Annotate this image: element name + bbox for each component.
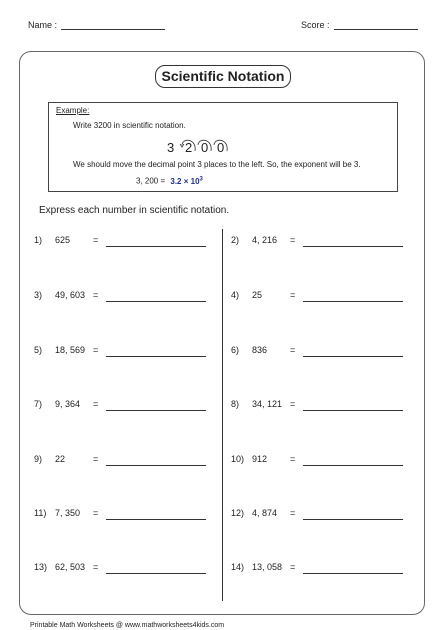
equals-sign: = xyxy=(93,562,99,572)
answer-blank[interactable] xyxy=(106,519,206,520)
equals-sign: = xyxy=(290,562,296,572)
answer-blank[interactable] xyxy=(106,246,206,247)
equals-sign: = xyxy=(93,508,99,518)
name-blank-line[interactable] xyxy=(61,20,165,30)
answer-blank[interactable] xyxy=(303,519,403,520)
answer-blank[interactable] xyxy=(106,410,206,411)
answer-blank[interactable] xyxy=(106,465,206,466)
answer-blank[interactable] xyxy=(303,356,403,357)
answer-blank[interactable] xyxy=(303,410,403,411)
example-result xyxy=(136,176,203,186)
equals-sign: = xyxy=(290,399,296,409)
problem-value: 4, 874 xyxy=(252,508,278,518)
problem-number: 2) xyxy=(231,235,240,245)
problem-item xyxy=(231,560,406,576)
problem-item xyxy=(34,560,209,576)
example-result-number: 3, 200 = xyxy=(136,176,166,186)
problem-number: 12) xyxy=(231,508,245,518)
score-label: Score : xyxy=(301,20,330,30)
worksheet-title: Scientific Notation xyxy=(155,65,291,88)
equals-sign: = xyxy=(93,454,99,464)
equals-sign: = xyxy=(93,235,99,245)
problem-item xyxy=(34,452,209,468)
problem-item xyxy=(34,288,209,304)
problem-value: 49, 603 xyxy=(55,290,86,300)
problem-value: 18, 569 xyxy=(55,345,86,355)
example-digit: 3 xyxy=(167,140,175,155)
answer-blank[interactable] xyxy=(106,573,206,574)
problem-number: 6) xyxy=(231,345,240,355)
problem-item xyxy=(34,397,209,413)
problem-value: 62, 503 xyxy=(55,562,86,572)
example-digit: 0 xyxy=(201,140,209,155)
equals-sign: = xyxy=(93,345,99,355)
problem-value: 34, 121 xyxy=(252,399,283,409)
problem-value: 9, 364 xyxy=(55,399,81,409)
answer-blank[interactable] xyxy=(303,301,403,302)
problem-item xyxy=(231,233,406,249)
problem-value: 25 xyxy=(252,290,263,300)
answer-mantissa: 3.2 × 10 xyxy=(170,176,200,186)
worksheet-panel xyxy=(19,51,425,615)
score-blank-line[interactable] xyxy=(334,20,418,30)
problem-number: 11) xyxy=(34,508,47,518)
answer-blank[interactable] xyxy=(106,356,206,357)
problem-number: 9) xyxy=(34,454,43,464)
problem-item xyxy=(231,506,406,522)
example-heading: Example: xyxy=(56,106,90,115)
example-digit: 0 xyxy=(217,140,225,155)
name-field xyxy=(28,20,165,30)
problem-number: 1) xyxy=(34,235,43,245)
example-result-answer xyxy=(170,177,202,186)
equals-sign: = xyxy=(290,454,296,464)
example-digit: 2 xyxy=(185,140,193,155)
problem-item xyxy=(34,506,209,522)
problem-number: 10) xyxy=(231,454,245,464)
problem-item xyxy=(34,343,209,359)
equals-sign: = xyxy=(290,508,296,518)
problem-number: 3) xyxy=(34,290,43,300)
example-instruction: Write 3200 in scientific notation. xyxy=(73,121,186,130)
answer-blank[interactable] xyxy=(106,301,206,302)
problem-number: 13) xyxy=(34,562,48,572)
problem-value: 22 xyxy=(55,454,66,464)
problem-item xyxy=(231,397,406,413)
problem-value: 7, 350 xyxy=(55,508,81,518)
problem-item xyxy=(231,452,406,468)
problem-value: 625 xyxy=(55,235,71,245)
problem-value: 912 xyxy=(252,454,268,464)
equals-sign: = xyxy=(290,345,296,355)
footer-credit: Printable Math Worksheets @ www.mathworksheets4kids.com xyxy=(30,622,225,629)
answer-blank[interactable] xyxy=(303,246,403,247)
problem-item xyxy=(34,233,209,249)
score-field xyxy=(301,20,418,30)
problem-number: 14) xyxy=(231,562,245,572)
equals-sign: = xyxy=(93,290,99,300)
equals-sign: = xyxy=(290,290,296,300)
problem-number: 8) xyxy=(231,399,240,409)
problem-number: 7) xyxy=(34,399,43,409)
column-divider xyxy=(222,229,223,601)
answer-exponent: 3 xyxy=(199,176,203,182)
problem-item xyxy=(231,288,406,304)
problem-number: 4) xyxy=(231,290,240,300)
example-box xyxy=(48,102,398,192)
problem-item xyxy=(231,343,406,359)
problem-value: 836 xyxy=(252,345,268,355)
answer-blank[interactable] xyxy=(303,573,403,574)
problem-value: 13, 058 xyxy=(252,562,283,572)
answer-blank[interactable] xyxy=(303,465,403,466)
example-explanation: We should move the decimal point 3 places to the left. So, the exponent will be 3. xyxy=(73,160,361,169)
equals-sign: = xyxy=(290,235,296,245)
problem-value: 4, 216 xyxy=(252,235,278,245)
name-label: Name : xyxy=(28,20,58,30)
decimal-shift-diagram xyxy=(163,135,233,155)
problem-number: 5) xyxy=(34,345,43,355)
equals-sign: = xyxy=(93,399,99,409)
instructions-text: Express each number in scientific notation. xyxy=(39,205,230,216)
